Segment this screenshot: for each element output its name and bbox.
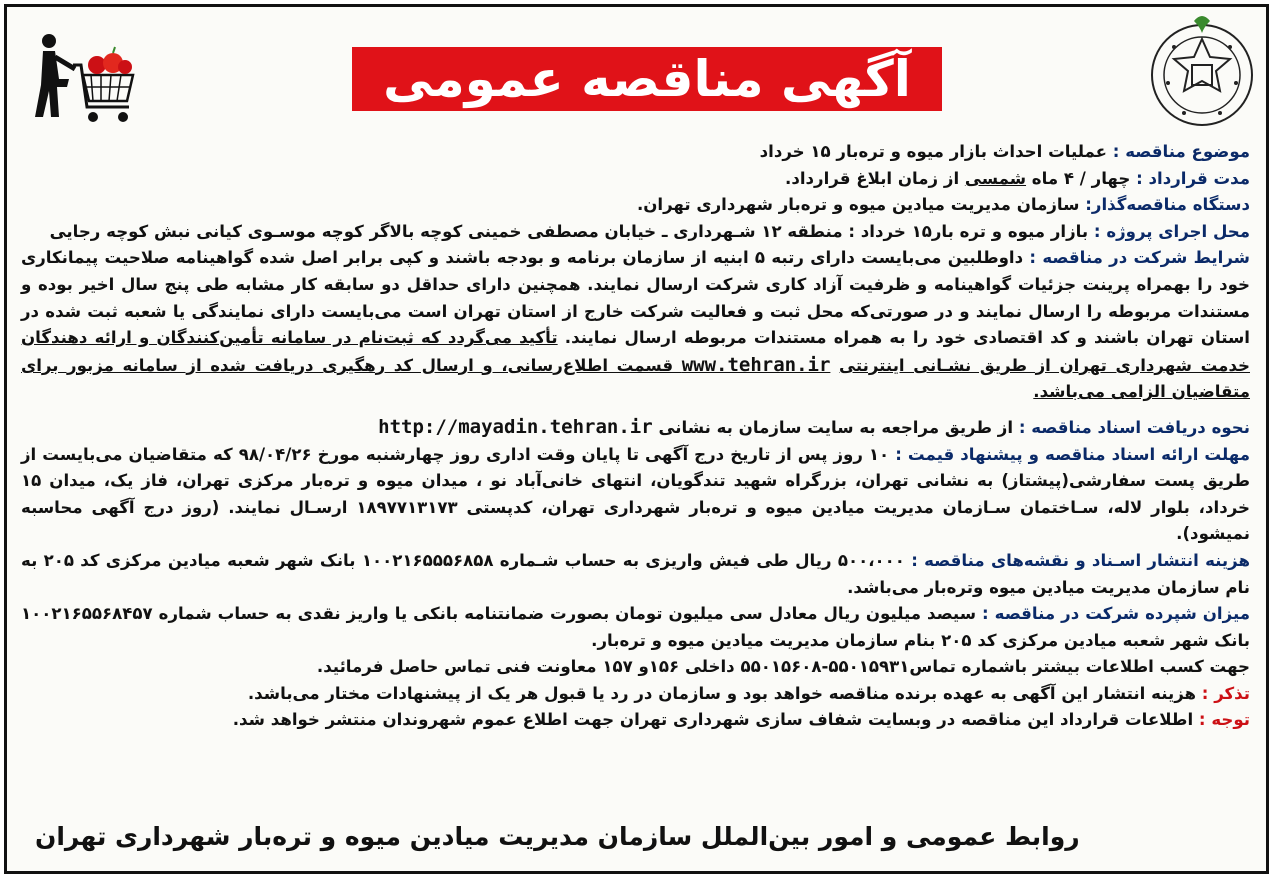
duration-text-pre: چهار / ۴ ماه <box>1026 168 1137 188</box>
shopping-cart-icon <box>29 29 139 129</box>
cost-row <box>21 548 1250 601</box>
deposit-text: سیصد میلیون ریال معادل سی میلیون تومان بصورت ضمانتنامه بانکی یا واریز نقدی به حساب شماره ۱۰۰۲۱۶۵۵۶۸۴۵۷ بانک شهر شعبه میادین مرکزی کد ۲۰۵ بنام سازمان مدیریت میادین میوه و تره‌بار. <box>21 604 1250 650</box>
authority-row <box>21 192 1250 219</box>
reminder-label: تذکر : <box>1201 683 1250 703</box>
location-text: بازار میوه و تره بار۱۵ خرداد : منطقه ۱۲ شـهرداری ـ خیابان مصطفی خمینی کوچه بالاگر کوچه موسـوی کیانی نبش کوچه رجایی <box>49 221 1094 241</box>
footer-credit: روابط عمومی و امور بین‌الملل سازمان مدیریت میادین میوه و تره‌بار شهرداری تهران <box>35 822 1080 851</box>
documents-row <box>21 414 1250 442</box>
title-banner <box>352 47 942 111</box>
conditions-label: شرایط شرکت در مناقصه : <box>1029 248 1250 268</box>
conditions-row <box>21 245 1250 406</box>
duration-row <box>21 166 1250 193</box>
contact-row <box>21 654 1250 681</box>
location-label: محل اجرای پروژه : <box>1093 221 1250 241</box>
tehran-municipality-logo-icon <box>1146 13 1258 129</box>
subject-label: موضوع مناقصه : <box>1112 142 1250 161</box>
mayadin-website-link[interactable]: http://mayadin.tehran.ir <box>378 415 653 438</box>
documents-text: از طریق مراجعه به سایت سازمان به نشانی <box>652 417 1019 437</box>
deadline-text: ۱۰ روز پس از تاریخ درج آگهی تا پایان وقت اداری روز چهارشنبه مورخ ۹۸/۰۴/۲۶ که متقاضیان می‌بایست از طریق پست سفارشی(پیشتاز) به نشانی تهران، بزرگراه شهید تندگویان، انتهای خانی‌آباد نو ، میدان میوه و تره‌بار مرکزی تهران، فاز یک، میدان ۱۵ خرداد، بلوار لاله، سـاختمان سـازمان مدیریت میادین میوه و تره‌بار شهرداری تهران، کدپستی ۱۸۹۷۷۱۳۱۷۳ ارسـال نمایند. (روز درج آگهی محاسبه نمیشود). <box>21 444 1250 544</box>
conditions-text: داوطلبین می‌بایست دارای رتبه ۵ ابنیه از سازمان برنامه و بودجه باشند و کپی برابر اصل شده گواهینامه صلاحیت پیمانکاری خود را بهمراه پرینت جزئیات گواهینامه و ظرفیت آزاد کاری شرکت ارسال نمایند. همچنین دارای حداقل دو سابقه کار مشابه طی پنج سال اخیر بوده و مستندات مربوطه را ارسال نمایند و در صورتی‌که محل ثبت و فعالیت شرکت خارج از استان تهران است می‌بایست دارای نمایندگی یا شعبه ثبت شده در استان تهران باشند و کد اقتصادی خود را به همراه مستندات مربوطه ارسال نمایند. <box>21 248 1250 348</box>
authority-label: دستگاه مناقصه‌گذار: <box>1085 195 1250 215</box>
page-title: آگهی مناقصه عمومی <box>383 50 911 108</box>
deadline-label: مهلت ارائه اسناد مناقصه و پیشنهاد قیمت : <box>895 444 1250 464</box>
location-row <box>21 219 1250 246</box>
note-label: توجه : <box>1198 710 1250 730</box>
contact-text: جهت کسب اطلاعات بیشتر باشماره تماس۵۵۰۱۵۹۳۱-۵۵۰۱۵۶۰۸ داخلی ۱۵۶و ۱۵۷ معاونت فنی تماس حاصل فرمائید. <box>316 657 1250 677</box>
subject-row <box>21 139 1250 166</box>
note-text: اطلاعات قرارداد این مناقصه در وبسایت شفاف سازی شهرداری تهران جهت اطلاع عموم شهروندان منتشر خواهد شد. <box>232 710 1199 730</box>
documents-label: نحوه دریافت اسناد مناقصه : <box>1018 417 1250 437</box>
note-row <box>21 707 1250 734</box>
deposit-label: میزان شپرده شرکت در مناقصه : <box>982 604 1250 624</box>
duration-label: مدت قرارداد : <box>1136 168 1250 188</box>
subject-text: عملیات احداث بازار میوه و تره‌بار ۱۵ خرداد <box>759 142 1113 161</box>
cost-label: هزینه انتشار اسـناد و نقشه‌های مناقصه : <box>911 550 1250 570</box>
deadline-row <box>21 442 1250 548</box>
authority-text: سازمان مدیریت میادین میوه و تره‌بار شهرداری تهران. <box>636 195 1086 215</box>
tender-notice <box>4 4 1269 874</box>
duration-text-post: از زمان ابلاغ قرارداد. <box>785 168 965 188</box>
notice-header <box>7 7 1266 135</box>
duration-text-underlined: شمسی <box>964 168 1027 188</box>
tehran-website-link[interactable]: www.tehran.ir <box>681 353 831 376</box>
reminder-row <box>21 681 1250 708</box>
deposit-row <box>21 601 1250 654</box>
conditions-emphasis: تأکید می‌گردد که ثبت‌نام در سامانه تأمین‌کنندگان و ارائه دهندگان خدمت شهرداری تهران از طریق نشـانی اینترنتی <box>21 328 1250 375</box>
notice-body <box>21 139 1250 734</box>
reminder-text: هزینه انتشار این آگهی به عهده برنده مناقصه خواهد بود و سازمان در رد یا قبول هر یک از پیشنهادات مختار می‌باشد. <box>247 683 1202 703</box>
cost-text: ۵۰۰،۰۰۰ ریال طی فیش واریزی به حساب شـماره ۱۰۰۲۱۶۵۵۵۶۸۵۸ بانک شهر شعبه میادین مرکزی کد ۲۰۵ به نام سازمان مدیریت میادین میوه وتره‌بار می‌باشد. <box>21 550 1250 597</box>
conditions-emphasis-end: قسمت اطلاع‌رسانی، و ارسال کد رهگیری دریافت شده از سامانه مزبور برای متقاضیان الزامی می‌باشد. <box>21 355 1250 402</box>
